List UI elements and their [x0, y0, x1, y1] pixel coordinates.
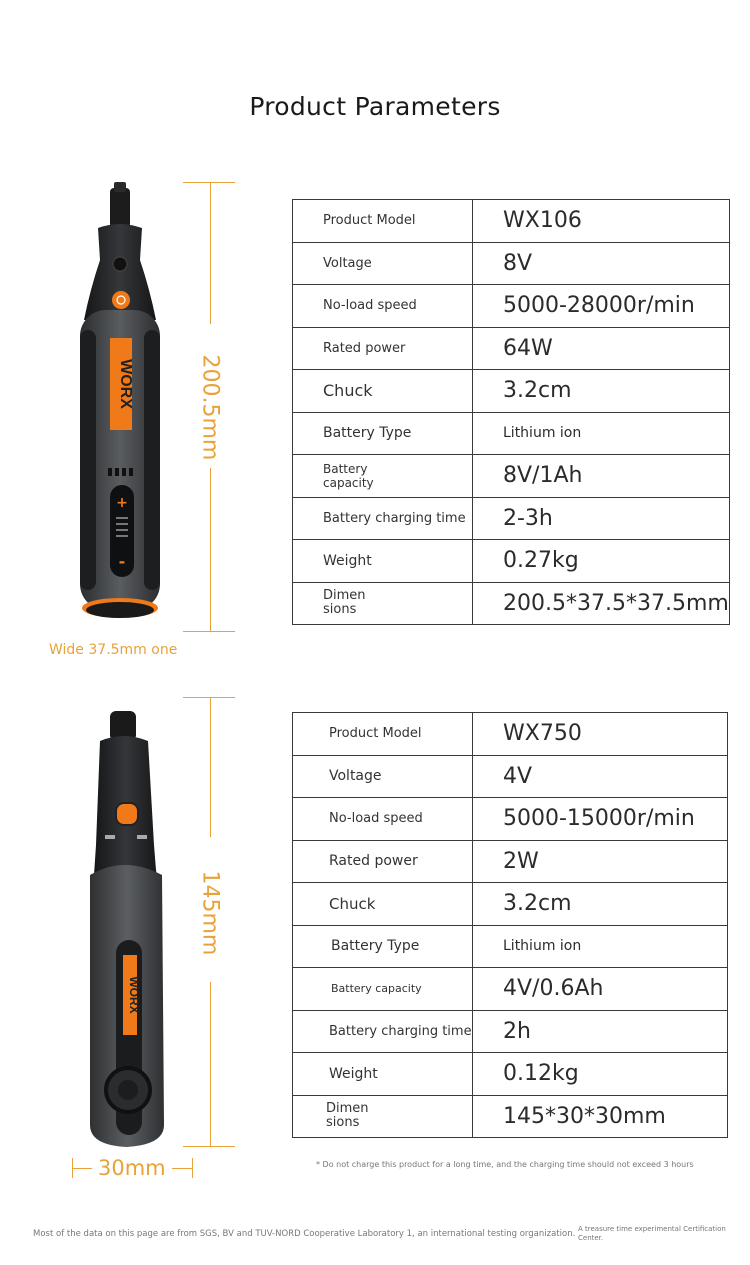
width-line-left-2 — [72, 1168, 92, 1169]
spec-label: Chuck — [293, 370, 473, 413]
spec-value: 3.2cm — [473, 370, 730, 413]
spec-label: Product Model — [293, 713, 473, 756]
page-title: Product Parameters — [249, 92, 501, 121]
spec-label: Battery capacity — [293, 968, 473, 1011]
table-row — [293, 713, 728, 756]
rotary-tool-wx106-image — [60, 180, 190, 630]
certification-note: A treasure time experimental Certification Center. — [578, 1225, 726, 1242]
width-note-1: Wide 37.5mm one — [49, 642, 178, 658]
table-row — [293, 200, 730, 243]
spec-value: 4V/0.6Ah — [473, 968, 728, 1011]
spec-label: Battery capacity — [293, 455, 473, 498]
spec-value: WX750 — [473, 713, 728, 756]
dim-top-tick-2 — [183, 697, 235, 698]
spec-value: Lithium ion — [473, 412, 730, 455]
height-label-2: 145mm — [197, 870, 223, 956]
svg-text:-: - — [118, 552, 126, 571]
table-row — [293, 1010, 728, 1053]
table-row — [293, 968, 728, 1011]
table-row — [293, 285, 730, 328]
dim-top-tick-1 — [183, 182, 235, 183]
spec-value: Lithium ion — [473, 925, 728, 968]
dim-line-upper-2 — [210, 697, 211, 837]
spec-label: Dimensions — [293, 1095, 473, 1138]
spec-value: 8V/1Ah — [473, 455, 730, 498]
rotary-tool-wx750-image — [80, 705, 180, 1155]
spec-value: 64W — [473, 327, 730, 370]
spec-label: No-load speed — [293, 285, 473, 328]
spec-value: 5000-15000r/min — [473, 798, 728, 841]
spec-label: Weight — [293, 1053, 473, 1096]
spec-label: No-load speed — [293, 798, 473, 841]
table-row — [293, 883, 728, 926]
dim-line-upper-1 — [210, 182, 211, 324]
spec-label: Chuck — [293, 883, 473, 926]
spec-label: Battery Type — [293, 925, 473, 968]
spec-value: 4V — [473, 755, 728, 798]
table-row — [293, 798, 728, 841]
dim-line-lower-2 — [210, 982, 211, 1146]
spec-label: Voltage — [293, 242, 473, 285]
svg-text:+: + — [116, 495, 128, 511]
spec-value: 200.5*37.5*37.5mm — [473, 582, 730, 625]
table-row — [293, 840, 728, 883]
spec-label: Rated power — [293, 327, 473, 370]
spec-label: Product Model — [293, 200, 473, 243]
spec-value: 0.27kg — [473, 540, 730, 583]
table-row — [293, 327, 730, 370]
dim-bottom-tick-2 — [183, 1146, 235, 1147]
data-source-note: Most of the data on this page are from SGS, BV and TUV-NORD Cooperative Laboratory 1, an international testing organization. — [33, 1229, 576, 1239]
dim-line-lower-1 — [210, 468, 211, 631]
spec-value: WX106 — [473, 200, 730, 243]
spec-value: 3.2cm — [473, 883, 728, 926]
table-row — [293, 755, 728, 798]
width-line-right-2 — [172, 1168, 192, 1169]
table-row — [293, 242, 730, 285]
spec-value: 2W — [473, 840, 728, 883]
table-row — [293, 412, 730, 455]
spec-value: 2-3h — [473, 497, 730, 540]
worx-logo-1: WORX — [117, 359, 134, 409]
spec-value: 2h — [473, 1010, 728, 1053]
spec-label: Rated power — [293, 840, 473, 883]
spec-label: Voltage — [293, 755, 473, 798]
worx-logo-2: WORX — [127, 976, 141, 1014]
table-row — [293, 582, 730, 625]
table-row — [293, 497, 730, 540]
table-row — [293, 370, 730, 413]
width-right-tick-2 — [192, 1158, 193, 1178]
spec-table-wx106 — [292, 199, 730, 625]
dim-bottom-tick-1 — [183, 631, 235, 632]
charging-warning-note: * Do not charge this product for a long time, and the charging time should not exceed 3 hours — [316, 1160, 694, 1169]
spec-label: Battery Type — [293, 412, 473, 455]
table-row — [293, 540, 730, 583]
spec-value: 8V — [473, 242, 730, 285]
spec-label: Dimensions — [293, 582, 473, 625]
width-label-2: 30mm — [98, 1156, 166, 1180]
table-row — [293, 1053, 728, 1096]
table-row — [293, 925, 728, 968]
spec-table-wx750 — [292, 712, 728, 1138]
spec-value: 145*30*30mm — [473, 1095, 728, 1138]
table-row — [293, 1095, 728, 1138]
spec-value: 0.12kg — [473, 1053, 728, 1096]
table-row — [293, 455, 730, 498]
spec-label: Weight — [293, 540, 473, 583]
spec-label: Battery charging time — [293, 1010, 473, 1053]
height-label-1: 200.5mm — [197, 354, 223, 461]
spec-value: 5000-28000r/min — [473, 285, 730, 328]
spec-label: Battery charging time — [293, 497, 473, 540]
